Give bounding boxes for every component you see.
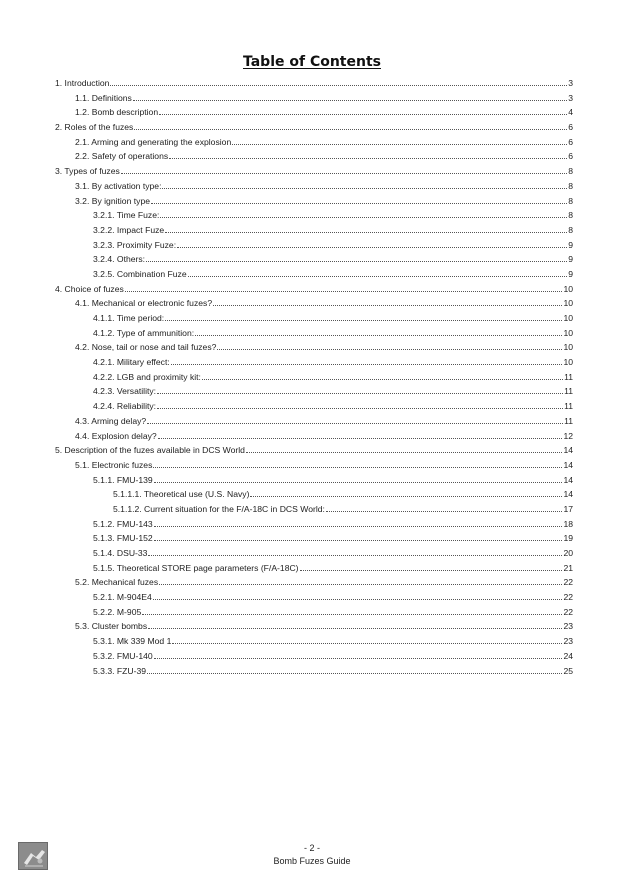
toc-entry-page-number: 6 — [568, 151, 573, 162]
toc-entry-page-number: 19 — [563, 533, 573, 544]
toc-entry-page-number: 10 — [563, 298, 573, 309]
toc-entry[interactable] — [55, 105, 573, 120]
toc-dot-leader — [125, 291, 563, 292]
toc-entry-label: 2. Roles of the fuzes — [55, 122, 134, 133]
toc-entry[interactable] — [55, 605, 573, 620]
toc-entry-page-number: 11 — [564, 401, 573, 412]
toc-entry-page-number: 23 — [563, 636, 573, 647]
toc-entry-page-number: 11 — [564, 386, 573, 397]
toc-entry-page-number: 22 — [563, 592, 573, 603]
toc-entry-page-number: 8 — [568, 224, 573, 235]
toc-dot-leader — [202, 379, 563, 380]
toc-dot-leader — [151, 203, 567, 204]
toc-entry-page-number: 10 — [563, 357, 573, 368]
toc-entry[interactable] — [55, 619, 573, 634]
toc-dot-leader — [165, 320, 562, 321]
toc-entry-page-number: 9 — [568, 268, 573, 279]
toc-entry[interactable] — [55, 473, 573, 488]
toc-dot-leader — [142, 614, 562, 615]
toc-entry[interactable] — [55, 546, 573, 561]
toc-entry[interactable] — [55, 517, 573, 532]
toc-dot-leader — [153, 467, 562, 468]
toc-dot-leader — [158, 438, 563, 439]
toc-entry-label: 4.2.2. LGB and proximity kit: — [93, 371, 201, 382]
toc-entry[interactable] — [55, 634, 573, 649]
toc-entry-label: 4.2.1. Military effect: — [93, 357, 170, 368]
toc-entry-page-number: 14 — [563, 459, 573, 470]
toc-entry-page-number: 3 — [568, 92, 573, 103]
toc-entry-label: 3.2.5. Combination Fuze — [93, 268, 187, 279]
toc-entry[interactable] — [55, 223, 573, 238]
toc-entry[interactable] — [55, 149, 573, 164]
toc-dot-leader — [153, 599, 563, 600]
toc-entry-page-number: 22 — [563, 606, 573, 617]
toc-dot-leader — [147, 423, 563, 424]
toc-entry[interactable] — [55, 282, 573, 297]
toc-entry-page-number: 10 — [563, 283, 573, 294]
toc-entry-label: 5.1.2. FMU-143 — [93, 518, 153, 529]
toc-entry-label: 1.2. Bomb description — [75, 107, 159, 118]
toc-entry-page-number: 8 — [568, 180, 573, 191]
toc-entry[interactable] — [55, 458, 573, 473]
toc-entry-page-number: 8 — [568, 166, 573, 177]
toc-dot-leader — [154, 526, 563, 527]
toc-entry[interactable] — [55, 252, 573, 267]
toc-entry[interactable] — [55, 664, 573, 679]
toc-dot-leader — [177, 247, 567, 248]
toc-entry-label: 3.2. By ignition type — [75, 195, 151, 206]
toc-dot-leader — [159, 584, 562, 585]
toc-entry-label: 5.1. Electronic fuzes — [75, 459, 153, 470]
toc-entry[interactable] — [55, 164, 573, 179]
toc-dot-leader — [157, 408, 563, 409]
toc-entry-page-number: 20 — [563, 548, 573, 558]
page-title: Table of Contents — [242, 54, 381, 70]
toc-entry-page-number: 11 — [564, 371, 573, 382]
toc-entry-page-number: 24 — [563, 650, 573, 661]
toc-entry[interactable] — [55, 561, 573, 576]
toc-entry-page-number: 6 — [568, 136, 573, 147]
toc-dot-leader — [154, 658, 563, 659]
toc-entry-page-number: 21 — [563, 562, 573, 573]
toc-entry-label: 5.3. Cluster bombs — [75, 621, 148, 632]
toc-entry-label: 4.2. Nose, tail or nose and tail fuzes? — [75, 342, 217, 353]
toc-entry-label: 5.2. Mechanical fuzes — [75, 577, 159, 588]
toc-entry[interactable] — [55, 76, 573, 91]
toc-entry[interactable] — [55, 487, 573, 502]
toc-dot-leader — [147, 673, 562, 674]
toc-entry-page-number: 10 — [563, 327, 573, 338]
toc-dot-leader — [146, 261, 567, 262]
toc-entry-label: 3.2.4. Others: — [93, 254, 146, 265]
toc-entry-label: 5.3.3. FZU-39 — [93, 665, 147, 676]
toc-entry-page-number: 6 — [568, 122, 573, 133]
toc-entry-page-number: 23 — [563, 621, 573, 632]
toc-entry[interactable] — [55, 340, 573, 355]
toc-dot-leader — [133, 100, 567, 101]
toc-entry-page-number: 22 — [563, 577, 573, 588]
toc-entry-page-number: 11 — [564, 415, 573, 426]
toc-entry-label: 3.2.2. Impact Fuze — [93, 224, 165, 235]
toc-entry[interactable] — [55, 355, 573, 370]
toc-entry-page-number: 9 — [568, 239, 573, 250]
toc-entry-page-number: 17 — [563, 503, 573, 514]
toc-entry[interactable] — [55, 179, 573, 194]
toc-dot-leader — [159, 114, 567, 115]
toc-dot-leader — [213, 305, 562, 306]
toc-dot-leader — [326, 511, 563, 512]
toc-dot-leader — [246, 452, 562, 453]
toc-dot-leader — [148, 628, 562, 629]
toc-entry-label: 5.1.1. FMU-139 — [93, 474, 153, 485]
toc-entry-page-number: 25 — [563, 665, 573, 676]
toc-entry-page-number: 4 — [568, 107, 573, 118]
footer-page-number: - 2 - — [303, 843, 320, 853]
toc-dot-leader — [171, 364, 563, 365]
toc-entry-label: 4.2.4. Reliability: — [93, 401, 157, 412]
toc-entry-label: 4. Choice of fuzes — [55, 283, 124, 294]
toc-dot-leader — [154, 540, 563, 541]
toc-dot-leader — [148, 555, 562, 556]
toc-entry-label: 5.1.3. FMU-152 — [93, 533, 153, 544]
toc-dot-leader — [134, 129, 567, 130]
toc-entry-page-number: 14 — [563, 445, 573, 456]
toc-dot-leader — [165, 232, 567, 233]
toc-entry[interactable] — [55, 326, 573, 341]
toc-entry-label: 4.1. Mechanical or electronic fuzes? — [75, 298, 213, 309]
toc-dot-leader — [250, 496, 562, 497]
toc-dot-leader — [110, 85, 567, 86]
toc-entry[interactable] — [55, 590, 573, 605]
toc-entry-page-number: 14 — [563, 474, 573, 485]
toc-entry-page-number: 18 — [563, 518, 573, 529]
toc-entry[interactable] — [55, 649, 573, 664]
toc-entry-label: 4.4. Explosion delay? — [75, 430, 157, 441]
toc-entry[interactable] — [55, 267, 573, 282]
toc-entry[interactable] — [55, 91, 573, 106]
toc-entry-label: 5.1.1.2. Current situation for the F/A-18C in DCS World: — [113, 503, 325, 514]
toc-dot-leader — [217, 349, 562, 350]
toc-entry-label: 1.1. Definitions — [75, 92, 132, 103]
toc-dot-leader — [232, 144, 567, 145]
toc-dot-leader — [121, 173, 567, 174]
toc-entry[interactable] — [55, 399, 573, 414]
toc-entry-page-number: 10 — [563, 313, 573, 323]
table-of-contents — [55, 76, 573, 678]
toc-dot-leader — [188, 276, 568, 277]
toc-entry-label: 2.2. Safety of operations — [75, 151, 169, 162]
toc-entry-page-number: 14 — [563, 489, 573, 500]
footer-document-title: Bomb Fuzes Guide — [273, 856, 351, 866]
toc-dot-leader — [172, 643, 562, 644]
toc-entry[interactable] — [55, 443, 573, 458]
toc-entry[interactable] — [55, 370, 573, 385]
toc-entry-label: 3.2.3. Proximity Fuze: — [93, 239, 177, 250]
toc-dot-leader — [300, 570, 563, 571]
toc-entry-page-number: 3 — [568, 78, 573, 88]
toc-entry-label: 4.2.3. Versatility: — [93, 386, 157, 397]
toc-entry-label: 4.3. Arming delay? — [75, 415, 147, 426]
toc-entry-page-number: 9 — [568, 254, 573, 265]
toc-entry[interactable] — [55, 502, 573, 517]
toc-entry-label: 5.2.1. M-904E4 — [93, 592, 152, 603]
toc-entry-label: 5.1.5. Theoretical STORE page parameters (F/A-18C) — [93, 562, 299, 573]
toc-entry[interactable] — [55, 311, 573, 326]
toc-entry-page-number: 10 — [563, 342, 573, 353]
toc-entry-label: 5.1.1.1. Theoretical use (U.S. Navy) — [113, 489, 250, 500]
toc-entry-label: 5.3.1. Mk 339 Mod 1 — [93, 636, 172, 647]
toc-entry-label: 5. Description of the fuzes available in DCS World — [55, 445, 245, 456]
toc-entry[interactable] — [55, 135, 573, 150]
toc-dot-leader — [169, 158, 567, 159]
toc-dot-leader — [195, 335, 562, 336]
toc-entry-label: 3. Types of fuzes — [55, 166, 120, 177]
toc-entry-label: 3.2.1. Time Fuze: — [93, 210, 160, 221]
toc-entry-label: 5.1.4. DSU-33 — [93, 548, 148, 558]
toc-entry[interactable] — [55, 296, 573, 311]
toc-entry[interactable] — [55, 384, 573, 399]
toc-entry[interactable] — [55, 414, 573, 429]
toc-dot-leader — [157, 393, 563, 394]
toc-entry-page-number: 8 — [568, 195, 573, 206]
toc-entry[interactable] — [55, 575, 573, 590]
toc-entry-label: 5.2.2. M-905 — [93, 606, 142, 617]
toc-entry[interactable] — [55, 429, 573, 444]
toc-dot-leader — [162, 188, 567, 189]
toc-dot-leader — [154, 482, 563, 483]
toc-entry-page-number: 8 — [568, 210, 573, 221]
toc-dot-leader — [160, 217, 567, 218]
toc-entry[interactable] — [55, 208, 573, 223]
toc-entry-label: 1. Introduction — [55, 78, 110, 88]
toc-entry-page-number: 12 — [563, 430, 573, 441]
toc-entry-label: 4.1.2. Type of ammunition: — [93, 327, 195, 338]
toc-entry-label: 3.1. By activation type: — [75, 180, 162, 191]
toc-entry-label: 2.1. Arming and generating the explosion — [75, 136, 232, 147]
toc-entry-label: 4.1.1. Time period: — [93, 313, 165, 323]
toc-entry-label: 5.3.2. FMU-140 — [93, 650, 153, 661]
toc-entry[interactable] — [55, 238, 573, 253]
toc-entry[interactable] — [55, 120, 573, 135]
toc-entry[interactable] — [55, 194, 573, 209]
toc-entry[interactable] — [55, 531, 573, 546]
